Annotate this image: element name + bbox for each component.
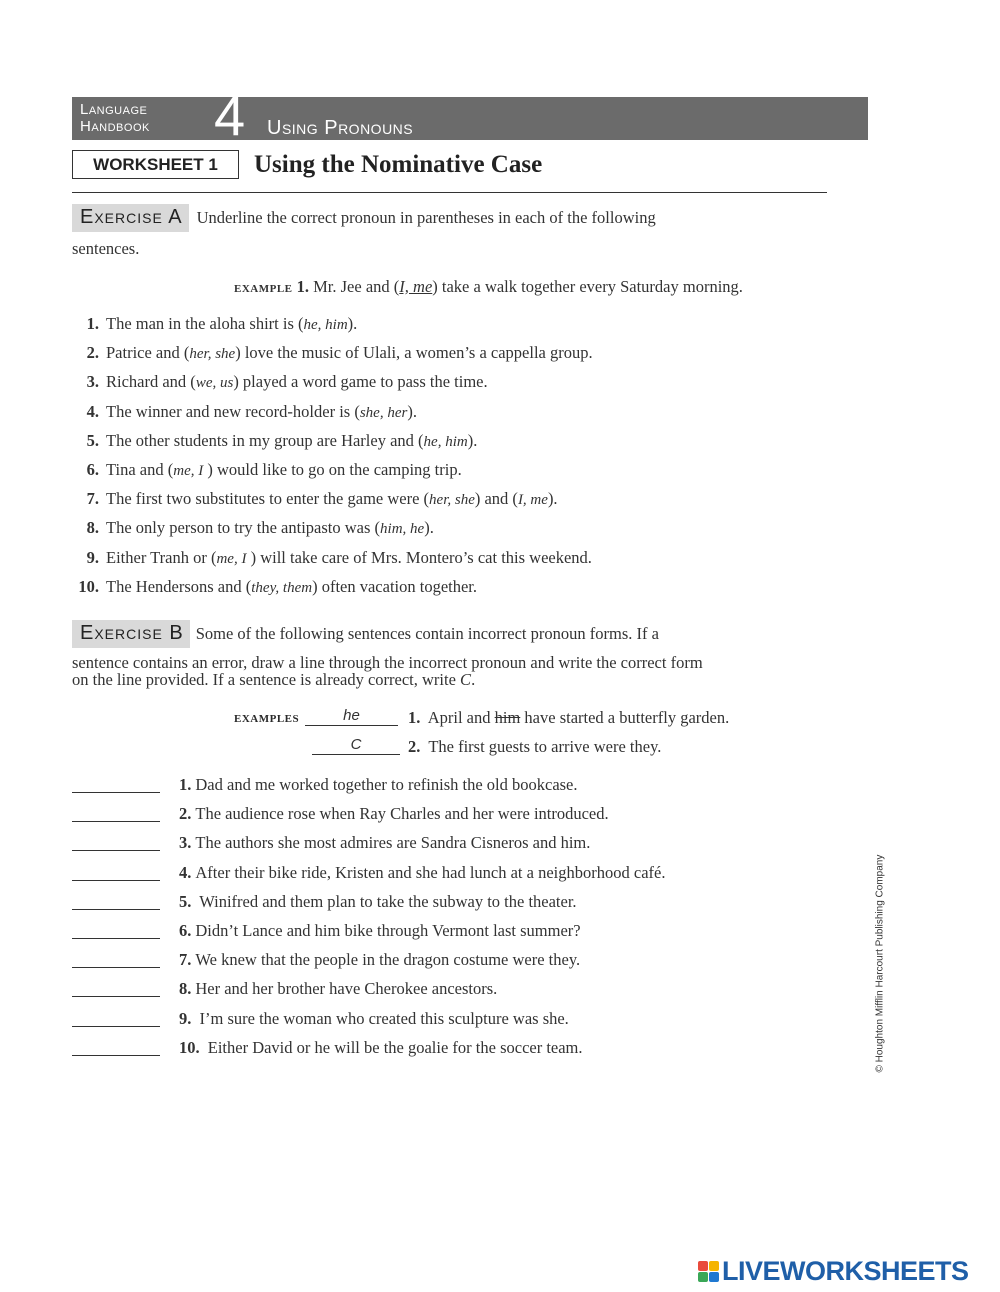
item-number: 10. [78, 576, 99, 596]
item-number: 8. [179, 979, 192, 999]
answer-blank[interactable] [72, 967, 160, 968]
example-2-text: The first guests to arrive were they. [428, 737, 662, 756]
item-text-before: Richard and ( [106, 372, 196, 392]
exercise-b-heading [72, 622, 659, 645]
logo-block [709, 1261, 719, 1271]
item-number: 1. [179, 775, 192, 794]
instruction-3-before: on the line provided. If a sentence is already correct, write [72, 670, 461, 689]
answer-blank[interactable] [72, 850, 160, 851]
item-number: 8. [86, 518, 99, 538]
item-number: 7. [86, 489, 99, 509]
instruction-3-after: . [471, 670, 476, 689]
item-text-before: The Hendersons and ( [106, 576, 252, 596]
exercise-b-item [179, 775, 819, 795]
pronoun-choice[interactable]: her, she [429, 492, 475, 509]
exercise-a-item [72, 372, 832, 393]
liveworksheets-logo [698, 1256, 969, 1287]
answer-blank[interactable] [72, 1026, 160, 1027]
exercise-a-item [72, 431, 832, 452]
exercise-b-item [179, 804, 819, 824]
header-band [72, 97, 868, 140]
instruction-3-c: C [460, 670, 472, 689]
exercise-b-item [179, 892, 819, 912]
answer-blank[interactable] [72, 880, 160, 881]
pronoun-choice[interactable]: me, I [216, 550, 247, 567]
item-text-after: ) would like to go on the camping trip. [203, 460, 462, 479]
logo-blocks-icon [698, 1261, 719, 1282]
item-number: 4. [86, 401, 99, 421]
item-number: 6. [179, 921, 192, 940]
item-number: 1. [86, 314, 99, 333]
worksheet-title: Using the Nominative Case [254, 151, 543, 178]
example-1-struck: him [494, 708, 521, 727]
item-number: 2. [179, 804, 192, 824]
answer-blank[interactable] [72, 1055, 160, 1056]
answer-blank[interactable] [72, 938, 160, 939]
exercise-b-item [179, 1009, 819, 1029]
item-text: After their bike ride, Kristen and she had lunch at a neighborhood café. [195, 862, 666, 882]
example-1-before: April and [427, 708, 495, 727]
item-text-before: Tina and ( [106, 460, 174, 479]
exercise-a-item [72, 577, 832, 598]
item-number: 9. [179, 1008, 192, 1028]
item-number: 7. [179, 950, 192, 970]
exercise-a-example [234, 277, 743, 297]
item-number: 3. [179, 833, 192, 853]
item-text-before: Patrice and ( [106, 343, 190, 363]
item-text-after: ) will take care of Mrs. Montero’s cat this weekend. [246, 547, 592, 567]
item-text-after: ). [547, 489, 558, 509]
example-text-before: Mr. Jee and ( [313, 277, 400, 296]
example-number: 1. [296, 277, 309, 296]
example-text-after: ) take a walk together every Saturday morning. [432, 277, 743, 296]
pronoun-choice[interactable]: her, she [189, 346, 236, 363]
item-text-before: The winner and new record-holder is ( [106, 401, 360, 421]
example-answer-2: C [312, 736, 400, 755]
handbook-line-1: Language [80, 101, 148, 118]
pronoun-choice[interactable]: him, he [380, 521, 425, 538]
item-text-before: Either Tranh or ( [106, 547, 217, 567]
handbook-line-2: Handbook [80, 118, 150, 135]
item-number: 2. [86, 343, 99, 363]
item-text: Winifred and them plan to take the subway to the theater. [195, 891, 577, 911]
example-1-number: 1. [408, 708, 421, 727]
exercise-b-instruction-3 [72, 671, 475, 688]
exercise-a-item [72, 489, 832, 510]
examples-word: EXAMPLES [234, 713, 300, 725]
pronoun-choice[interactable]: she, her [359, 404, 408, 421]
item-number: 3. [86, 372, 99, 392]
item-text-before: The other students in my group are Harley and ( [106, 430, 424, 450]
example-sentence-2 [408, 737, 661, 757]
example-word: EXAMPLE [234, 283, 293, 295]
exercise-a-instruction-2: sentences. [72, 239, 140, 258]
item-text-before: The only person to try the antipasto was ( [106, 518, 381, 538]
item-number: 4. [179, 862, 192, 882]
language-handbook-label [80, 101, 150, 135]
exercise-a-label: Exercise A [72, 204, 189, 232]
logo-block [709, 1272, 719, 1282]
example-2-number: 2. [408, 737, 421, 756]
pronoun-choice[interactable]: he, him [423, 433, 468, 450]
pronoun-choice[interactable]: me, I [173, 463, 204, 479]
item-number: 9. [86, 547, 99, 567]
exercise-a-instruction-1: Underline the correct pronoun in parentheses in each of the following [196, 208, 656, 227]
exercise-a-item [72, 460, 832, 481]
exercise-a-item [72, 343, 832, 364]
item-text-after: ). [424, 518, 434, 538]
exercise-b-label: Exercise B [72, 620, 190, 648]
item-text: Didn’t Lance and him bike through Vermont last summer? [195, 921, 581, 940]
pronoun-choice-2[interactable]: I, me [517, 492, 548, 509]
item-text-after: ) often vacation together. [312, 576, 478, 596]
item-text-after: ). [467, 430, 478, 450]
exercise-a-item [72, 548, 832, 569]
item-text-before: The first two substitutes to enter the game were ( [106, 489, 430, 509]
item-number: 10. [179, 1037, 200, 1057]
pronoun-choice[interactable]: he, him [303, 317, 348, 333]
pronoun-choice[interactable]: we, us [195, 375, 234, 392]
item-text: Her and her brother have Cherokee ancestors. [195, 979, 498, 999]
exercise-b-item [179, 833, 819, 853]
chapter-title: Using Pronouns [267, 117, 414, 139]
exercise-b-item [179, 950, 819, 970]
item-text: Either David or he will be the goalie for the soccer team. [203, 1037, 583, 1057]
item-number: 5. [86, 430, 99, 450]
title-rule [72, 192, 827, 193]
exercise-a-heading [72, 206, 656, 229]
item-text-after: ) love the music of Ulali, a women’s a cappella group. [235, 343, 593, 363]
exercise-a-item [72, 314, 832, 335]
answer-blank[interactable] [72, 792, 160, 793]
logo-block [698, 1272, 708, 1282]
chapter-number: 4 [214, 84, 246, 147]
exercise-b-instruction-1: Some of the following sentences contain incorrect pronoun forms. If a [195, 624, 659, 643]
item-text: The authors she most admires are Sandra Cisneros and him. [195, 833, 591, 853]
answer-blank[interactable] [72, 996, 160, 997]
exercise-b-instruction-2: sentence contains an error, draw a line through the incorrect pronoun and write the correct form [72, 653, 703, 672]
pronoun-choice[interactable]: they, them [251, 579, 313, 596]
item-text-after: ). [347, 314, 358, 333]
exercise-b-item [179, 1038, 819, 1058]
item-text-after: ) played a word game to pass the time. [233, 372, 488, 392]
copyright-notice: © Houghton Mifflin Harcourt Publishing Company [874, 854, 886, 1073]
item-text: The audience rose when Ray Charles and her were introduced. [195, 804, 609, 824]
item-text-before: The man in the aloha shirt is ( [106, 314, 304, 333]
item-text: I’m sure the woman who created this sculpture was she. [195, 1008, 569, 1028]
item-number: 5. [179, 891, 192, 911]
example-1-after: have started a butterfly garden. [520, 708, 730, 727]
item-text-after: ). [407, 401, 417, 421]
item-text-mid: ) and ( [474, 489, 518, 509]
answer-blank[interactable] [72, 909, 160, 910]
worksheet-label: WORKSHEET 1 [72, 150, 239, 179]
example-sentence-1 [408, 708, 729, 728]
exercise-a-item [72, 402, 832, 423]
item-text: Dad and me worked together to refinish the old bookcase. [195, 775, 578, 794]
exercise-a-item [72, 518, 832, 539]
exercise-b-item [179, 863, 819, 883]
logo-text: LIVEWORKSHEETS [722, 1256, 969, 1286]
exercise-b-item [179, 921, 819, 941]
answer-blank[interactable] [72, 821, 160, 822]
example-choice: I, me [399, 277, 433, 296]
item-text: We knew that the people in the dragon costume were they. [195, 950, 581, 970]
exercise-b-item [179, 979, 819, 999]
item-number: 6. [86, 460, 99, 479]
example-answer-1: he [305, 707, 398, 726]
logo-block [698, 1261, 708, 1271]
